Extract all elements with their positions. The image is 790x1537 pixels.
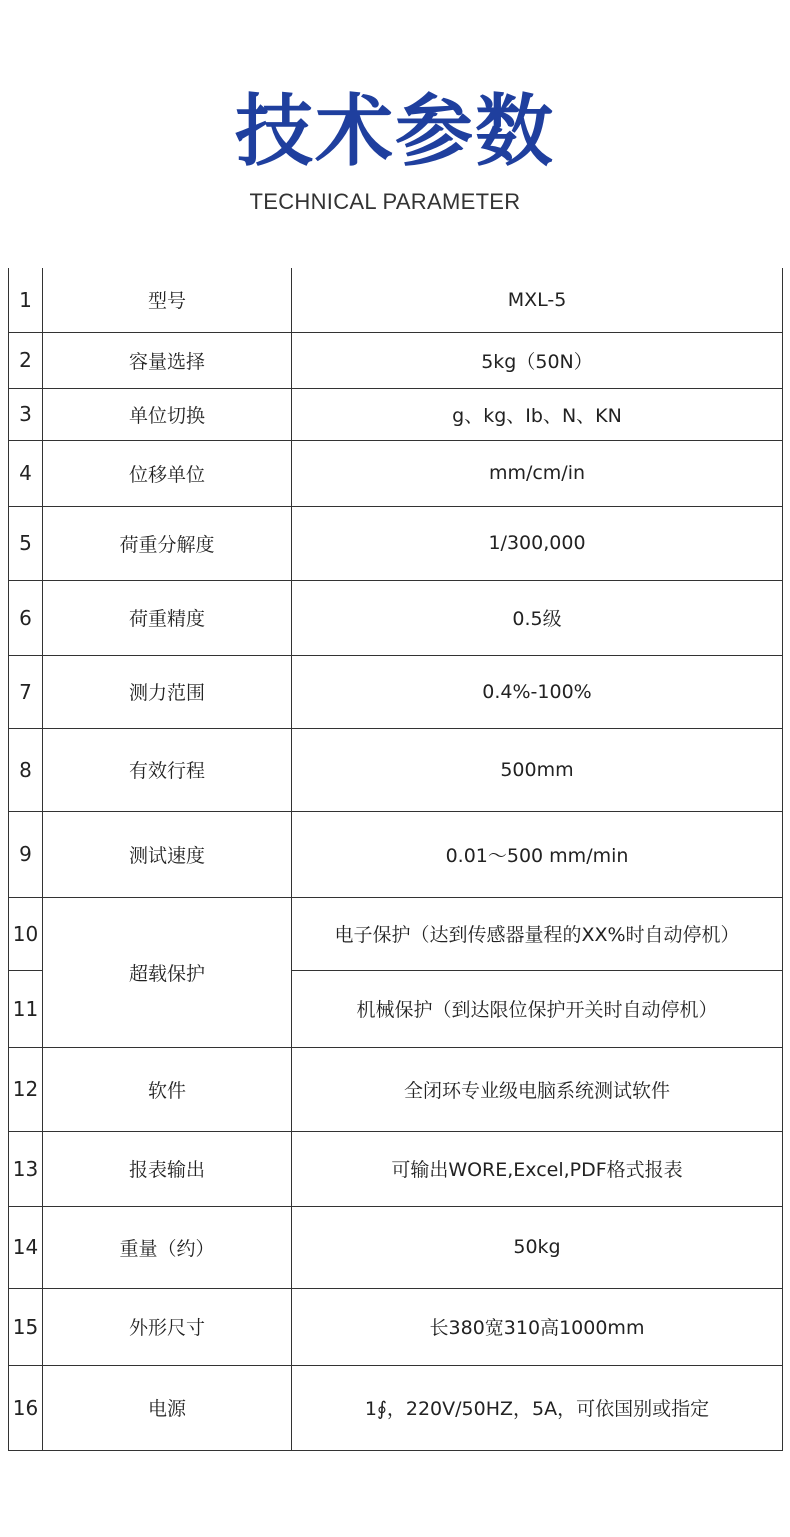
parameter-value: 0.5级	[292, 580, 783, 655]
parameter-name: 容量选择	[43, 332, 292, 388]
table-row	[9, 332, 783, 388]
parameter-value: 0.4%-100%	[292, 655, 783, 728]
parameter-name: 报表输出	[43, 1131, 292, 1206]
row-number: 3	[9, 388, 43, 440]
parameter-name: 型号	[43, 268, 292, 332]
table-row	[9, 580, 783, 655]
table-row	[9, 897, 783, 970]
table-row	[9, 1288, 783, 1365]
parameter-value: 5kg（50N）	[292, 332, 783, 388]
parameter-table	[8, 268, 783, 1451]
table-row	[9, 1365, 783, 1450]
parameter-value: 50kg	[292, 1206, 783, 1288]
table-row	[9, 506, 783, 580]
parameter-value: 长380宽310高1000mm	[292, 1288, 783, 1365]
table-row	[9, 811, 783, 897]
row-number: 4	[9, 440, 43, 506]
parameter-name: 测试速度	[43, 811, 292, 897]
parameter-value: 500mm	[292, 728, 783, 811]
parameter-value: mm/cm/in	[292, 440, 783, 506]
row-number: 1	[9, 268, 43, 332]
parameter-name: 测力范围	[43, 655, 292, 728]
row-number: 10	[9, 897, 43, 970]
row-number: 11	[9, 970, 43, 1047]
row-number: 6	[9, 580, 43, 655]
row-number: 8	[9, 728, 43, 811]
parameter-value: 1∮，220V/50HZ，5A，可依国别或指定	[292, 1365, 783, 1450]
table-row	[9, 655, 783, 728]
row-number: 2	[9, 332, 43, 388]
page-subtitle: TECHNICAL PARAMETER	[249, 189, 521, 214]
parameter-value: MXL-5	[292, 268, 783, 332]
parameter-name: 单位切换	[43, 388, 292, 440]
parameter-value: 机械保护（到达限位保护开关时自动停机）	[292, 970, 783, 1047]
row-number: 15	[9, 1288, 43, 1365]
parameter-name: 荷重精度	[43, 580, 292, 655]
row-number: 9	[9, 811, 43, 897]
table-row	[9, 440, 783, 506]
table-row	[9, 1131, 783, 1206]
table-row	[9, 1047, 783, 1131]
parameter-name: 荷重分解度	[43, 506, 292, 580]
parameter-value: 电子保护（达到传感器量程的XX%时自动停机）	[292, 897, 783, 970]
parameter-name: 超载保护	[43, 897, 292, 1047]
parameter-name: 重量（约）	[43, 1206, 292, 1288]
parameter-value: g、kg、Ib、N、KN	[292, 388, 783, 440]
parameter-name: 位移单位	[43, 440, 292, 506]
parameter-name: 电源	[43, 1365, 292, 1450]
row-number: 13	[9, 1131, 43, 1206]
page-title: 技术参数	[234, 87, 555, 177]
table-row	[9, 728, 783, 811]
table-row	[9, 1206, 783, 1288]
parameter-value: 全闭环专业级电脑系统测试软件	[292, 1047, 783, 1131]
parameter-name: 软件	[43, 1047, 292, 1131]
parameter-value: 可输出WORE,Excel,PDF格式报表	[292, 1131, 783, 1206]
parameter-value: 0.01～500 mm/min	[292, 811, 783, 897]
parameter-name: 有效行程	[43, 728, 292, 811]
row-number: 14	[9, 1206, 43, 1288]
row-number: 7	[9, 655, 43, 728]
row-number: 12	[9, 1047, 43, 1131]
table-row	[9, 388, 783, 440]
table-row	[9, 268, 783, 332]
parameter-name: 外形尺寸	[43, 1288, 292, 1365]
row-number: 16	[9, 1365, 43, 1450]
row-number: 5	[9, 506, 43, 580]
parameter-value: 1/300,000	[292, 506, 783, 580]
